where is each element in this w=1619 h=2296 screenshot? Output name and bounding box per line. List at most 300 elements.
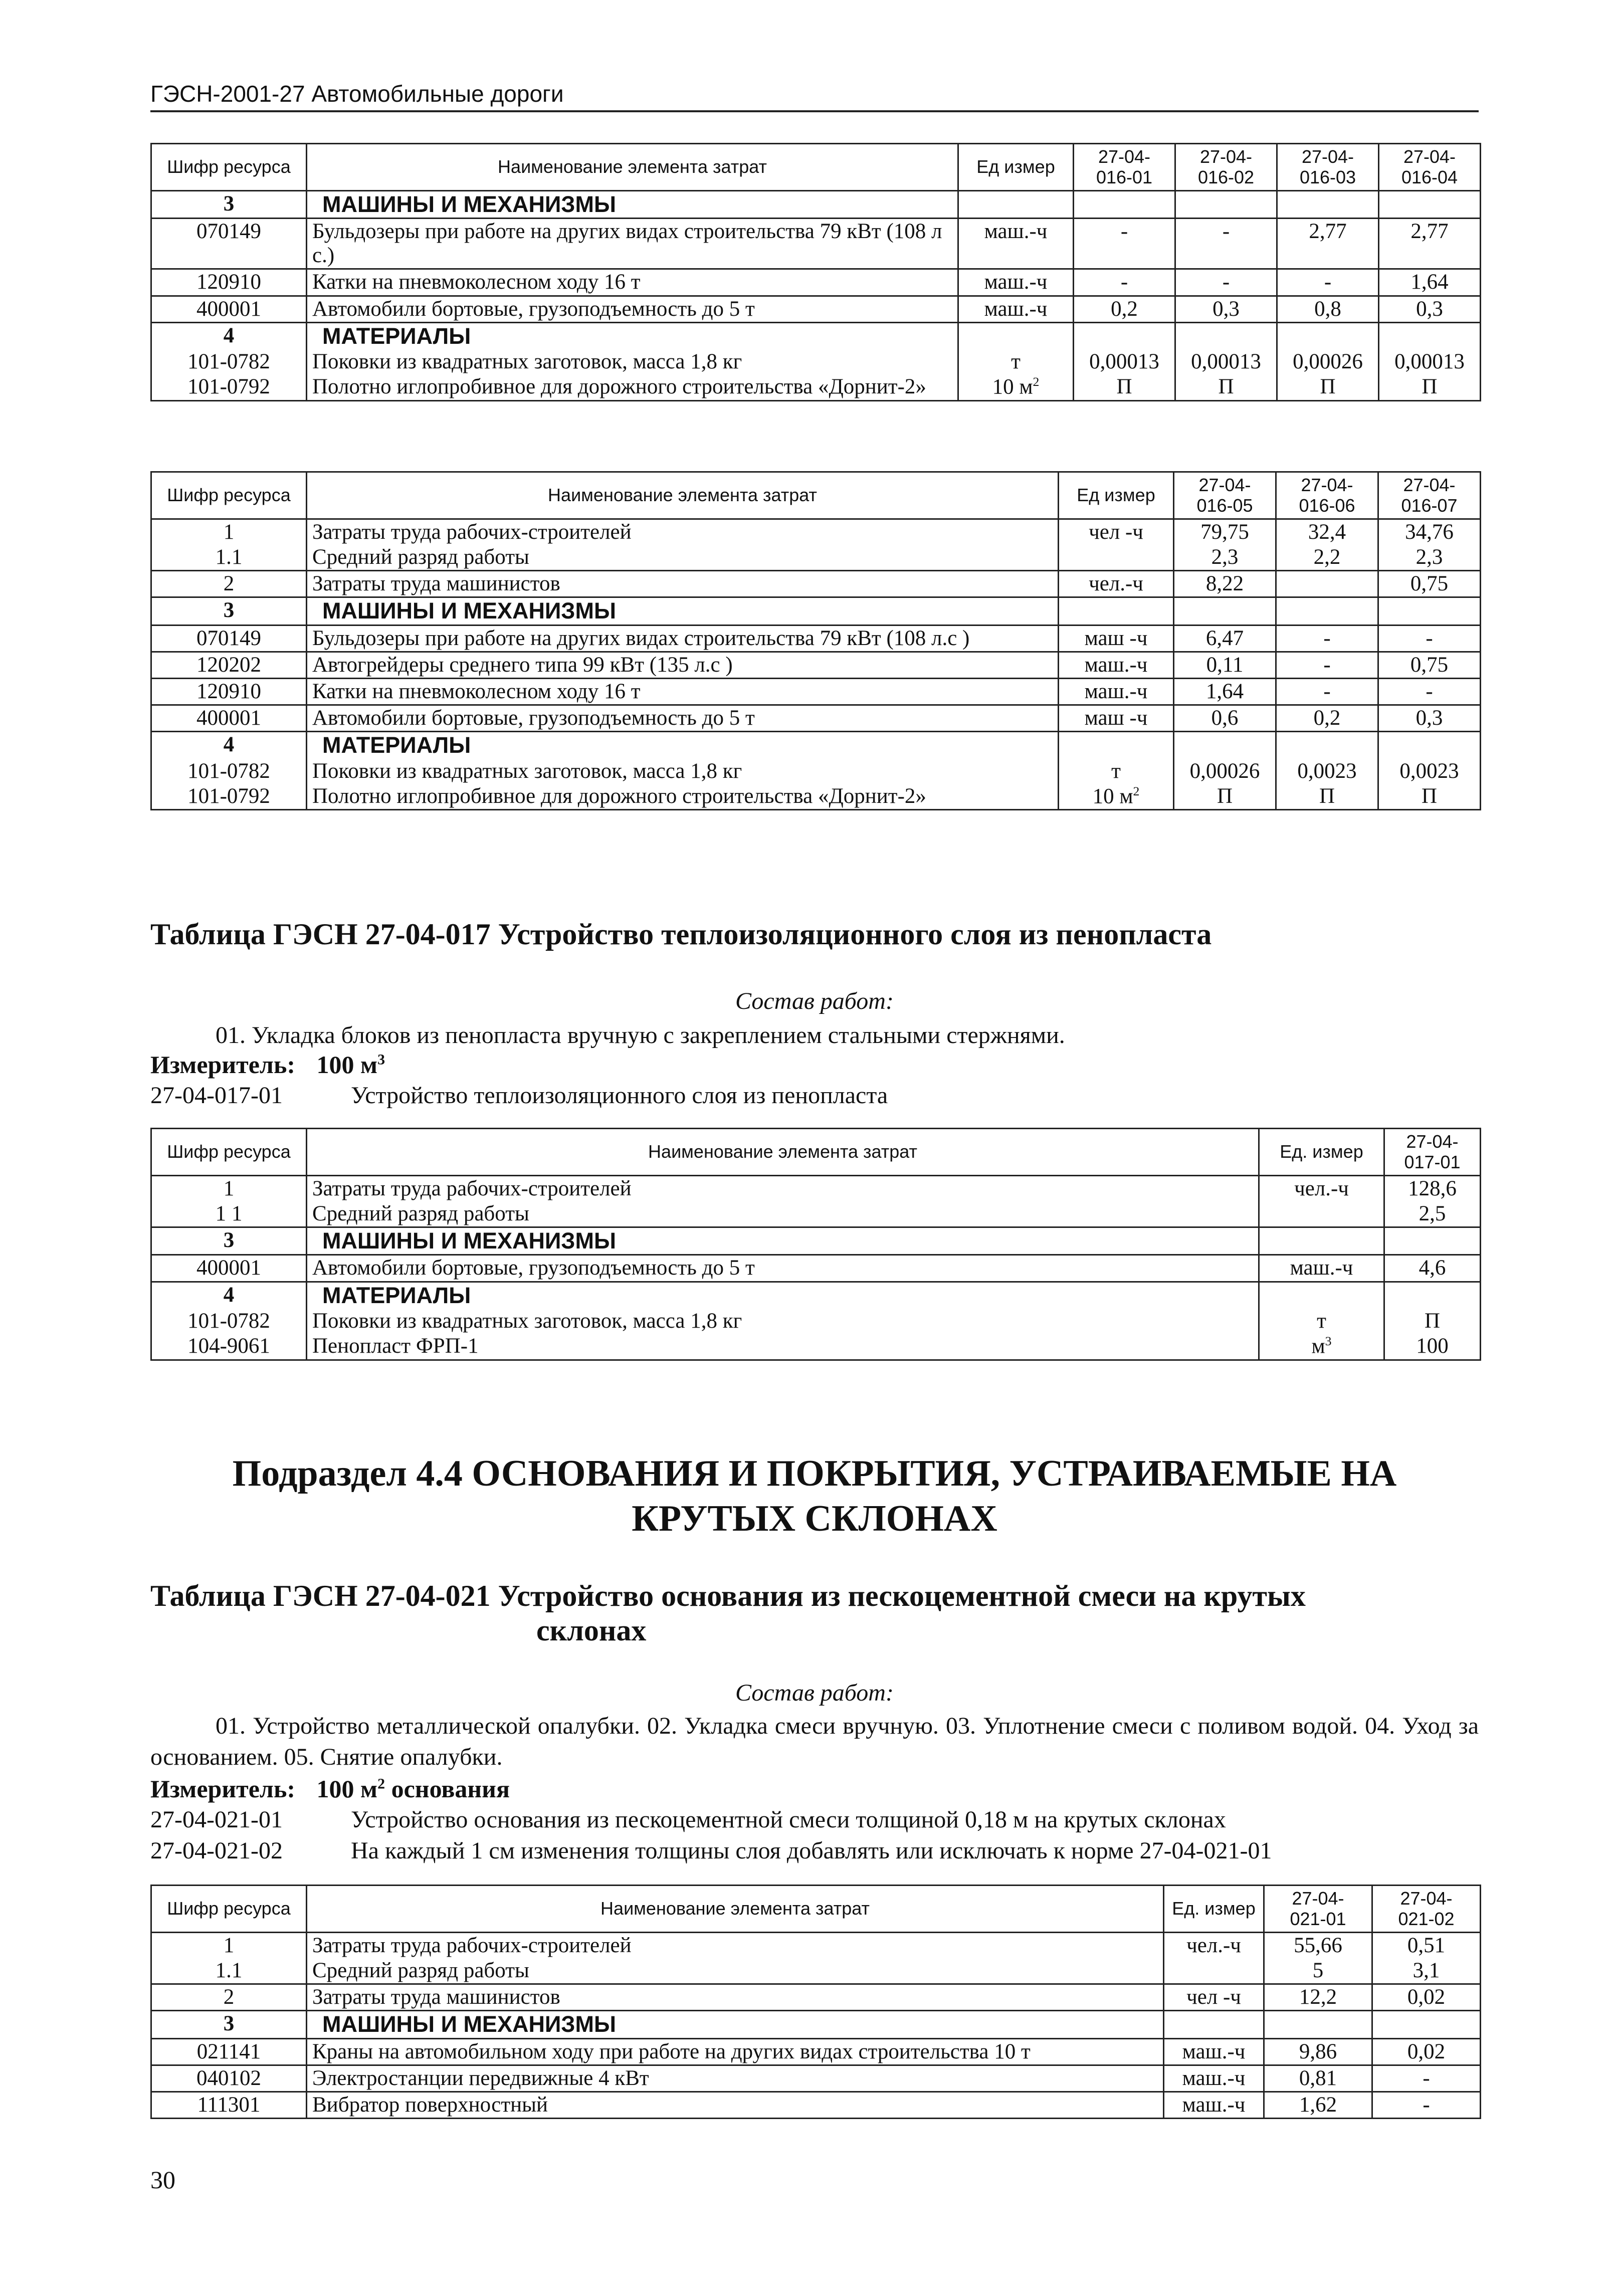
table-row: [151, 349, 1481, 374]
norm-value: 2,3: [1174, 545, 1276, 571]
table-row: [151, 1201, 1481, 1227]
norm-code-part-1: 27-04-: [1199, 146, 1253, 167]
header-code: Шифр ресурса: [151, 472, 307, 519]
unit-text: 10 м: [1092, 784, 1133, 808]
norm-row-017-01: [150, 1082, 888, 1109]
norm-value: [1384, 1282, 1481, 1309]
unit-text: маш.-ч: [984, 297, 1048, 321]
header-norm-code: [1379, 144, 1481, 191]
unit-sup: 2: [1133, 783, 1140, 798]
table-row: [151, 759, 1481, 784]
norm-value: П: [1174, 784, 1276, 810]
norm-value: П: [1277, 374, 1379, 400]
unit-text: маш.-ч: [984, 220, 1048, 244]
resource-code: 104-9061: [151, 1334, 307, 1360]
resource-unit: [1259, 1175, 1384, 1201]
resource-code: 4: [151, 1282, 307, 1309]
norm-code-part-2: 017-01: [1404, 1152, 1461, 1173]
norm-value: 0,75: [1378, 652, 1481, 678]
resource-table-017-01: [150, 1128, 1481, 1361]
unit-text: чел.-ч: [1294, 1176, 1349, 1200]
composition-label-017: Состав работ:: [735, 988, 894, 1014]
table-row: [151, 571, 1481, 597]
table-row: [151, 545, 1481, 571]
norm-value: [1276, 571, 1378, 597]
resource-name: Затраты труда машинистов: [307, 1984, 1164, 2011]
norm-value: 0,2: [1074, 296, 1175, 322]
resource-name: Катки на пневмоколесном ходу 16 т: [307, 678, 1059, 705]
meter-021: [150, 1774, 510, 1803]
resource-unit: [1259, 1334, 1384, 1360]
norm-text: Устройство теплоизоляционного слоя из пенопласта: [351, 1082, 888, 1109]
resource-name: МАТЕРИАЛЫ: [307, 322, 958, 349]
resource-unit: [1164, 1984, 1264, 2011]
resource-unit: [1059, 625, 1174, 652]
resource-name: Бульдозеры при работе на других видах строительства 79 кВт (108 л с.): [307, 219, 958, 269]
norm-value: [1372, 2011, 1481, 2038]
table-row: [151, 678, 1481, 705]
header-code: Шифр ресурса: [151, 1129, 307, 1176]
unit-text: т: [1011, 350, 1021, 374]
resource-code: 400001: [151, 296, 307, 322]
resource-unit: [958, 349, 1074, 374]
section-row: [151, 1282, 1481, 1309]
resource-code: 400001: [151, 705, 307, 732]
resource-code: 1: [151, 1932, 307, 1958]
norm-value: [1174, 597, 1276, 625]
header-unit: Ед измер: [1059, 472, 1174, 519]
norm-value: 0,00026: [1277, 349, 1379, 374]
resource-unit: [1059, 519, 1174, 545]
unit-text: чел -ч: [1089, 520, 1143, 544]
unit-sup: 2: [1033, 374, 1040, 389]
meter-017: [150, 1050, 385, 1079]
header-norm-code: [1276, 472, 1378, 519]
resource-code: 4: [151, 732, 307, 759]
norm-code: 27-04-021-02: [150, 1837, 283, 1864]
norm-value: 55,66: [1264, 1932, 1372, 1958]
norm-value: 0,75: [1378, 571, 1481, 597]
resource-code: 101-0782: [151, 349, 307, 374]
resource-unit: [1059, 545, 1174, 571]
header-name: Наименование элемента затрат: [307, 1129, 1259, 1176]
table-row: [151, 705, 1481, 732]
unit-text: чел.-ч: [1089, 572, 1143, 596]
resource-unit: [1259, 1227, 1384, 1255]
norm-value: П: [1379, 374, 1481, 400]
norm-value: 8,22: [1174, 571, 1276, 597]
unit-text: маш.-ч: [984, 270, 1048, 294]
resource-name: Автомобили бортовые, грузоподъемность до 5 т: [307, 296, 958, 322]
header-norm-code: [1175, 144, 1277, 191]
resource-code: 040102: [151, 2065, 307, 2092]
table-row: [151, 784, 1481, 810]
norm-value: 0,00013: [1074, 349, 1175, 374]
resource-unit: [1059, 759, 1174, 784]
resource-name: Поковки из квадратных заготовок, масса 1,8 кг: [307, 1309, 1259, 1334]
norm-code-part-2: 016-06: [1299, 495, 1355, 516]
unit-text: маш.-ч: [1084, 679, 1148, 703]
resource-name: МАТЕРИАЛЫ: [307, 732, 1059, 759]
header-row: [151, 144, 1481, 191]
norm-value: 0,51: [1372, 1932, 1481, 1958]
meter-value: 100 м: [316, 1051, 378, 1079]
resource-table-016-05-07: [150, 471, 1481, 810]
resource-name: МАШИНЫ И МЕХАНИЗМЫ: [307, 1227, 1259, 1255]
resource-name: МАТЕРИАЛЫ: [307, 1282, 1259, 1309]
composition-text-017: 01. Укладка блоков из пенопласта вручную с закреплением стальными стержнями.: [216, 1022, 1065, 1049]
resource-unit: [1164, 1958, 1264, 1984]
meter-value: 100 м: [316, 1775, 378, 1803]
norm-value: 9,86: [1264, 2038, 1372, 2065]
resource-code: 1.1: [151, 545, 307, 571]
norm-value: [1277, 190, 1379, 218]
subsection-title-line-1: Подраздел 4.4 ОСНОВАНИЯ И ПОКРЫТИЯ, УСТРАИВАЕМЫЕ НА: [232, 1453, 1397, 1494]
norm-value: 0,6: [1174, 705, 1276, 732]
header-unit: Ед. измер: [1259, 1129, 1384, 1176]
header-code: Шифр ресурса: [151, 1886, 307, 1933]
resource-code: 120910: [151, 678, 307, 705]
running-header: ГЭСН-2001-27 Автомобильные дороги: [150, 80, 1479, 112]
norm-value: 0,8: [1277, 296, 1379, 322]
norm-value: -: [1175, 219, 1277, 269]
resource-unit: [958, 269, 1074, 296]
resource-unit: [1059, 732, 1174, 759]
resource-code: 101-0792: [151, 374, 307, 400]
resource-name: МАШИНЫ И МЕХАНИЗМЫ: [307, 2011, 1164, 2038]
resource-unit: [1164, 2038, 1264, 2065]
norm-value: 0,00013: [1379, 349, 1481, 374]
composition-label-021: Состав работ:: [735, 1680, 894, 1706]
resource-unit: [1164, 2065, 1264, 2092]
resource-name: Затраты труда рабочих-строителей: [307, 519, 1059, 545]
resource-unit: [1059, 784, 1174, 810]
resource-name: Затраты труда рабочих-строителей: [307, 1932, 1164, 1958]
norm-value: [1379, 322, 1481, 349]
norm-code: 27-04-021-01: [150, 1806, 283, 1833]
header-row: [151, 1129, 1481, 1176]
resource-code: 111301: [151, 2092, 307, 2118]
norm-value: -: [1074, 219, 1175, 269]
norm-value: 1,64: [1379, 269, 1481, 296]
subsection-title-line-2: КРУТЫХ СКЛОНАХ: [632, 1498, 997, 1540]
norm-value: 0,02: [1372, 2038, 1481, 2065]
norm-value: [1378, 732, 1481, 759]
resource-name: Средний разряд работы: [307, 545, 1059, 571]
resource-table-016-01-04: [150, 143, 1481, 401]
resource-unit: [958, 374, 1074, 400]
norm-code-part-2: 021-02: [1398, 1909, 1455, 1930]
norm-code-part-2: 016-03: [1299, 167, 1356, 188]
resource-name: Автомобили бортовые, грузоподъемность до 5 т: [307, 1255, 1259, 1282]
norm-code: 27-04-017-01: [150, 1082, 283, 1109]
norm-code-part-1: 27-04-: [1198, 475, 1251, 495]
norm-value: -: [1276, 678, 1378, 705]
resource-unit: [1059, 571, 1174, 597]
unit-text: маш.-ч: [1182, 2093, 1246, 2117]
resource-name: Электростанции передвижные 4 кВт: [307, 2065, 1164, 2092]
table-title-017: Таблица ГЭСН 27-04-017 Устройство теплоизоляционного слоя из пенопласта: [150, 918, 1212, 951]
meter-sup: 2: [377, 1775, 385, 1792]
resource-name: МАШИНЫ И МЕХАНИЗМЫ: [307, 597, 1059, 625]
table-row: [151, 269, 1481, 296]
norm-code-part-2: 016-02: [1197, 167, 1255, 188]
resource-code: 2: [151, 1984, 307, 2011]
norm-code-part-1: 27-04-: [1301, 475, 1353, 495]
norm-value: [1276, 732, 1378, 759]
norm-value: 32,4: [1276, 519, 1378, 545]
resource-code: 1: [151, 1175, 307, 1201]
resource-unit: [1164, 2092, 1264, 2118]
resource-name: Бульдозеры при работе на других видах строительства 79 кВт (108 л.с ): [307, 625, 1059, 652]
norm-value: 4,6: [1384, 1255, 1481, 1282]
resource-unit: [1259, 1201, 1384, 1227]
norm-code-part-1: 27-04-: [1098, 146, 1151, 167]
norm-value: 0,3: [1175, 296, 1277, 322]
header-norm-code: [1074, 144, 1175, 191]
norm-code-part-1: 27-04-: [1403, 146, 1456, 167]
norm-row-021-02: [150, 1837, 1272, 1864]
norm-value: 0,2: [1276, 705, 1378, 732]
table-row: [151, 1175, 1481, 1201]
norm-value: -: [1276, 652, 1378, 678]
meter-label: Измеритель:: [150, 1051, 296, 1079]
unit-text: 10 м: [992, 375, 1033, 399]
resource-name: Затраты труда машинистов: [307, 571, 1059, 597]
resource-code: 101-0782: [151, 1309, 307, 1334]
norm-value: [1379, 190, 1481, 218]
table-row: [151, 2065, 1481, 2092]
norm-value: -: [1372, 2065, 1481, 2092]
section-row: [151, 2011, 1481, 2038]
composition-text-021: 01. Устройство металлической опалубки. 02. Укладка смеси вручную. 03. Уплотнение смеси с поливом водой. 04. Уход за основанием. 05. Снятие опалубки.: [150, 1713, 1479, 1771]
resource-unit: [1259, 1255, 1384, 1282]
norm-text: На каждый 1 см изменения толщины слоя добавлять или исключать к норме 27-04-021-01: [351, 1837, 1272, 1864]
header-norm-code: [1174, 472, 1276, 519]
norm-value: [1174, 732, 1276, 759]
resource-name: Пенопласт ФРП-1: [307, 1334, 1259, 1360]
table-row: [151, 1984, 1481, 2011]
page-number: 30: [150, 2166, 175, 2194]
resource-code: 3: [151, 190, 307, 218]
table-row: [151, 2038, 1481, 2065]
header-norm-code: [1277, 144, 1379, 191]
norm-code-part-1: 27-04-: [1406, 1131, 1459, 1152]
norm-value: 1,62: [1264, 2092, 1372, 2118]
norm-code-part-2: 021-01: [1290, 1909, 1346, 1930]
header-norm-code: [1264, 1886, 1372, 1933]
table-row: [151, 219, 1481, 269]
header-row: [151, 1886, 1481, 1933]
resource-unit: [1059, 705, 1174, 732]
unit-text: маш.-ч: [1084, 653, 1148, 677]
resource-code: 101-0782: [151, 759, 307, 784]
table-title-021: [150, 1579, 1479, 1648]
resource-code: 3: [151, 597, 307, 625]
unit-text: т: [1111, 759, 1121, 783]
norm-row-021-01: [150, 1806, 1226, 1833]
subsection-title: [150, 1451, 1479, 1542]
table-title-021-line-2: склонах: [536, 1614, 647, 1647]
resource-code: 070149: [151, 219, 307, 269]
section-row: [151, 190, 1481, 218]
unit-text: чел -ч: [1186, 1985, 1241, 2009]
norm-value: 0,3: [1379, 296, 1481, 322]
header-norm-code: [1378, 472, 1481, 519]
unit-text: маш -ч: [1084, 626, 1148, 650]
resource-unit: [1259, 1309, 1384, 1334]
resource-unit: [958, 296, 1074, 322]
norm-value: 100: [1384, 1334, 1481, 1360]
norm-value: -: [1378, 625, 1481, 652]
norm-value: [1074, 190, 1175, 218]
table-row: [151, 1309, 1481, 1334]
norm-value: -: [1277, 269, 1379, 296]
norm-value: -: [1074, 269, 1175, 296]
norm-value: [1276, 597, 1378, 625]
resource-name: Затраты труда рабочих-строителей: [307, 1175, 1259, 1201]
resource-unit: [958, 322, 1074, 349]
norm-code-part-1: 27-04-: [1292, 1888, 1344, 1909]
table-row: [151, 625, 1481, 652]
norm-value: П: [1175, 374, 1277, 400]
norm-value: 0,3: [1378, 705, 1481, 732]
resource-code: 021141: [151, 2038, 307, 2065]
resource-code: 101-0792: [151, 784, 307, 810]
resource-name: Полотно иглопробивное для дорожного строительства «Дорнит-2»: [307, 374, 958, 400]
meter-label: Измеритель:: [150, 1775, 296, 1803]
table-row: [151, 1958, 1481, 1984]
table-row: [151, 296, 1481, 322]
resource-name: Автомобили бортовые, грузоподъемность до 5 т: [307, 705, 1059, 732]
resource-unit: [1059, 652, 1174, 678]
section-row: [151, 1227, 1481, 1255]
norm-value: 0,11: [1174, 652, 1276, 678]
resource-code: 1 1: [151, 1201, 307, 1227]
norm-value: 0,0023: [1378, 759, 1481, 784]
table-row: [151, 519, 1481, 545]
norm-value: -: [1372, 2092, 1481, 2118]
norm-value: 0,02: [1372, 1984, 1481, 2011]
norm-value: 128,6: [1384, 1175, 1481, 1201]
resource-unit: [1259, 1282, 1384, 1309]
resource-unit: [1164, 1932, 1264, 1958]
norm-value: 2,5: [1384, 1201, 1481, 1227]
norm-value: 1,64: [1174, 678, 1276, 705]
norm-value: 34,76: [1378, 519, 1481, 545]
norm-value: [1175, 322, 1277, 349]
norm-value: 2,77: [1379, 219, 1481, 269]
header-name: Наименование элемента затрат: [307, 472, 1059, 519]
norm-value: П: [1074, 374, 1175, 400]
norm-value: -: [1378, 678, 1481, 705]
header-unit: Ед. измер: [1164, 1886, 1264, 1933]
unit-text: маш -ч: [1084, 706, 1148, 730]
resource-code: 4: [151, 322, 307, 349]
table-row: [151, 652, 1481, 678]
table-row: [151, 1932, 1481, 1958]
resource-name: Автогрейдеры среднего типа 99 кВт (135 л.с ): [307, 652, 1059, 678]
header-row: [151, 472, 1481, 519]
section-row: [151, 732, 1481, 759]
norm-value: [1378, 597, 1481, 625]
resource-name: Средний разряд работы: [307, 1201, 1259, 1227]
norm-code-part-2: 016-04: [1401, 167, 1458, 188]
norm-code-part-2: 016-05: [1196, 495, 1253, 516]
norm-value: 0,81: [1264, 2065, 1372, 2092]
resource-code: 1.1: [151, 1958, 307, 1984]
norm-value: -: [1175, 269, 1277, 296]
resource-unit: [1059, 597, 1174, 625]
resource-code: 070149: [151, 625, 307, 652]
section-row: [151, 597, 1481, 625]
table-row: [151, 1255, 1481, 1282]
unit-text: маш.-ч: [1182, 2066, 1246, 2090]
resource-name: Полотно иглопробивное для дорожного строительства «Дорнит-2»: [307, 784, 1059, 810]
norm-value: [1384, 1227, 1481, 1255]
resource-name: Поковки из квадратных заготовок, масса 1,8 кг: [307, 349, 958, 374]
norm-value: 12,2: [1264, 1984, 1372, 2011]
resource-unit: [958, 219, 1074, 269]
unit-text: м: [1311, 1334, 1325, 1358]
resource-code: 400001: [151, 1255, 307, 1282]
resource-unit: [1059, 678, 1174, 705]
norm-value: 79,75: [1174, 519, 1276, 545]
norm-value: 2,77: [1277, 219, 1379, 269]
norm-value: 2,3: [1378, 545, 1481, 571]
meter-sup: 3: [377, 1051, 385, 1068]
resource-code: 3: [151, 2011, 307, 2038]
resource-name: Поковки из квадратных заготовок, масса 1,8 кг: [307, 759, 1059, 784]
unit-text: маш.-ч: [1182, 2039, 1246, 2063]
norm-code-part-2: 016-07: [1401, 495, 1458, 516]
resource-code: 3: [151, 1227, 307, 1255]
norm-value: [1175, 190, 1277, 218]
resource-name: МАШИНЫ И МЕХАНИЗМЫ: [307, 190, 958, 218]
norm-value: 0,00026: [1174, 759, 1276, 784]
header-unit: Ед измер: [958, 144, 1074, 191]
norm-value: 3,1: [1372, 1958, 1481, 1984]
header-name: Наименование элемента затрат: [307, 1886, 1164, 1933]
header-code: Шифр ресурса: [151, 144, 307, 191]
table-row: [151, 1334, 1481, 1360]
norm-code-part-2: 016-01: [1096, 167, 1153, 188]
table-row: [151, 374, 1481, 400]
norm-text: Устройство основания из пескоцементной смеси толщиной 0,18 м на крутых склонах: [351, 1806, 1226, 1833]
resource-name: Краны на автомобильном ходу при работе на других видах строительства 10 т: [307, 2038, 1164, 2065]
unit-sup: 3: [1325, 1334, 1332, 1349]
norm-value: [1277, 322, 1379, 349]
resource-name: Катки на пневмоколесном ходу 16 т: [307, 269, 958, 296]
resource-code: 1: [151, 519, 307, 545]
norm-value: П: [1378, 784, 1481, 810]
norm-code-part-1: 27-04-: [1400, 1888, 1453, 1909]
norm-value: 2,2: [1276, 545, 1378, 571]
meter-suffix: основания: [391, 1775, 510, 1803]
resource-unit: [1164, 2011, 1264, 2038]
header-norm-code: [1384, 1129, 1481, 1176]
resource-code: 120910: [151, 269, 307, 296]
norm-value: [1264, 2011, 1372, 2038]
norm-code-part-1: 27-04-: [1301, 146, 1354, 167]
section-row: [151, 322, 1481, 349]
norm-value: 5: [1264, 1958, 1372, 1984]
resource-table-021-01-02: [150, 1885, 1481, 2119]
resource-code: 120202: [151, 652, 307, 678]
norm-value: 0,00013: [1175, 349, 1277, 374]
header-name: Наименование элемента затрат: [307, 144, 958, 191]
norm-value: П: [1276, 784, 1378, 810]
